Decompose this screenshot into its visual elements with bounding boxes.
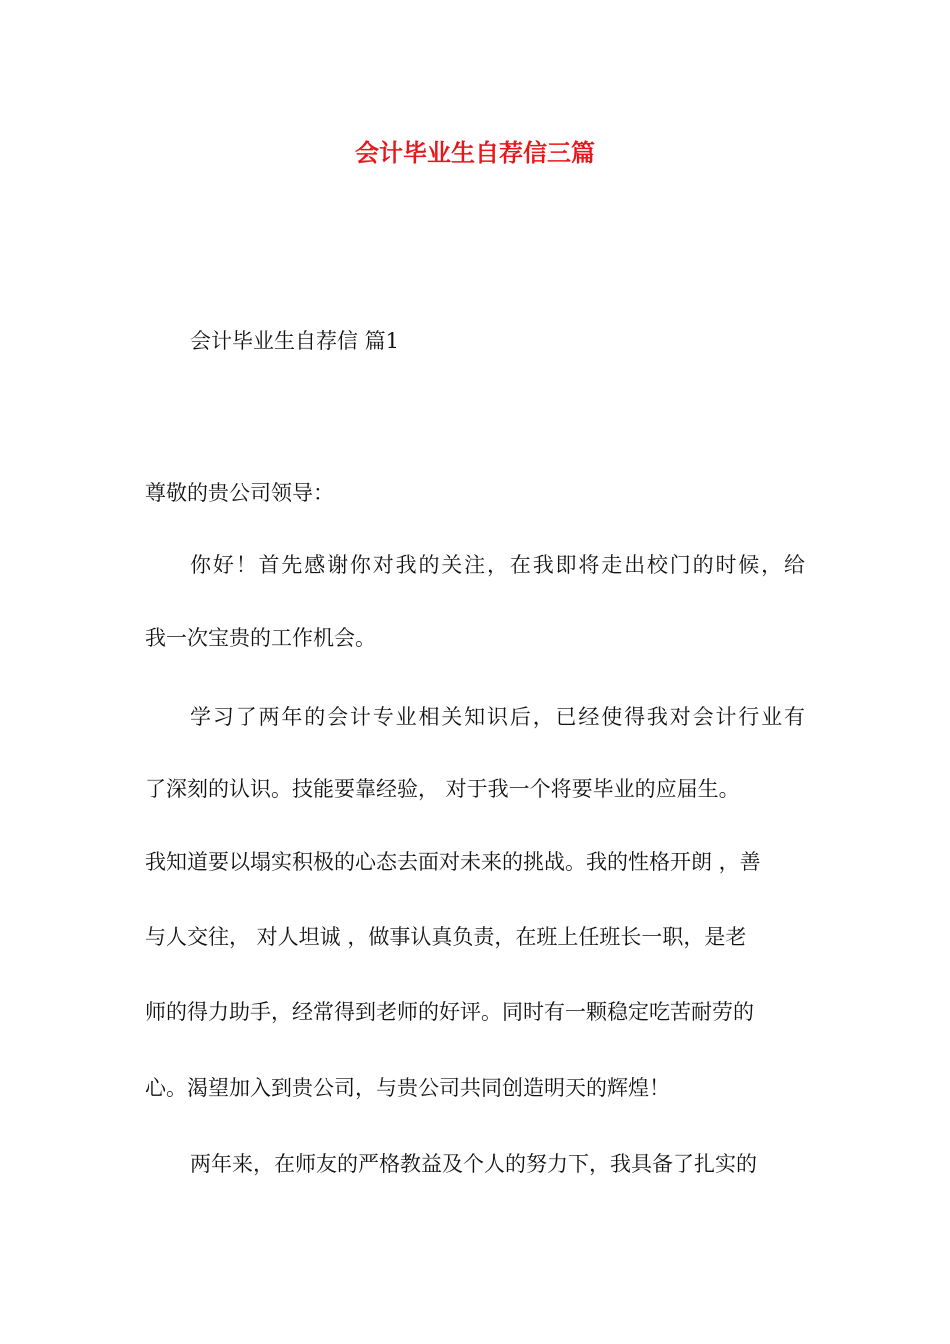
body-line: 了深刻的认识。技能要靠经验， 对于我一个将要毕业的应届生。 bbox=[145, 777, 740, 801]
body-line: 师的得力助手，经常得到老师的好评。同时有一颗稳定吃苦耐劳的 bbox=[145, 1000, 754, 1024]
salutation-line: 尊敬的贵公司领导： bbox=[145, 481, 334, 505]
body-line: 我一次宝贵的工作机会。 bbox=[145, 626, 376, 650]
body-line: 学习了两年的会计专业相关知识后，已经使得我对会计行业有 bbox=[190, 705, 805, 729]
body-line: 你好！首先感谢你对我的关注，在我即将走出校门的时候，给 bbox=[190, 553, 805, 577]
document-title: 会计毕业生自荐信三篇 bbox=[355, 138, 595, 167]
body-line: 心。渴望加入到贵公司，与贵公司共同创造明天的辉煌！ bbox=[145, 1076, 670, 1100]
body-line: 两年来，在师友的严格教益及个人的努力下，我具备了扎实的 bbox=[190, 1152, 757, 1176]
section-heading: 会计毕业生自荐信 篇1 bbox=[190, 329, 400, 353]
body-line: 我知道要以塌实积极的心态去面对未来的挑战。我的性格开朗 ，善 bbox=[145, 850, 761, 874]
body-line: 与人交往， 对人坦诚 ，做事认真负责，在班上任班长一职，是老 bbox=[145, 925, 747, 949]
